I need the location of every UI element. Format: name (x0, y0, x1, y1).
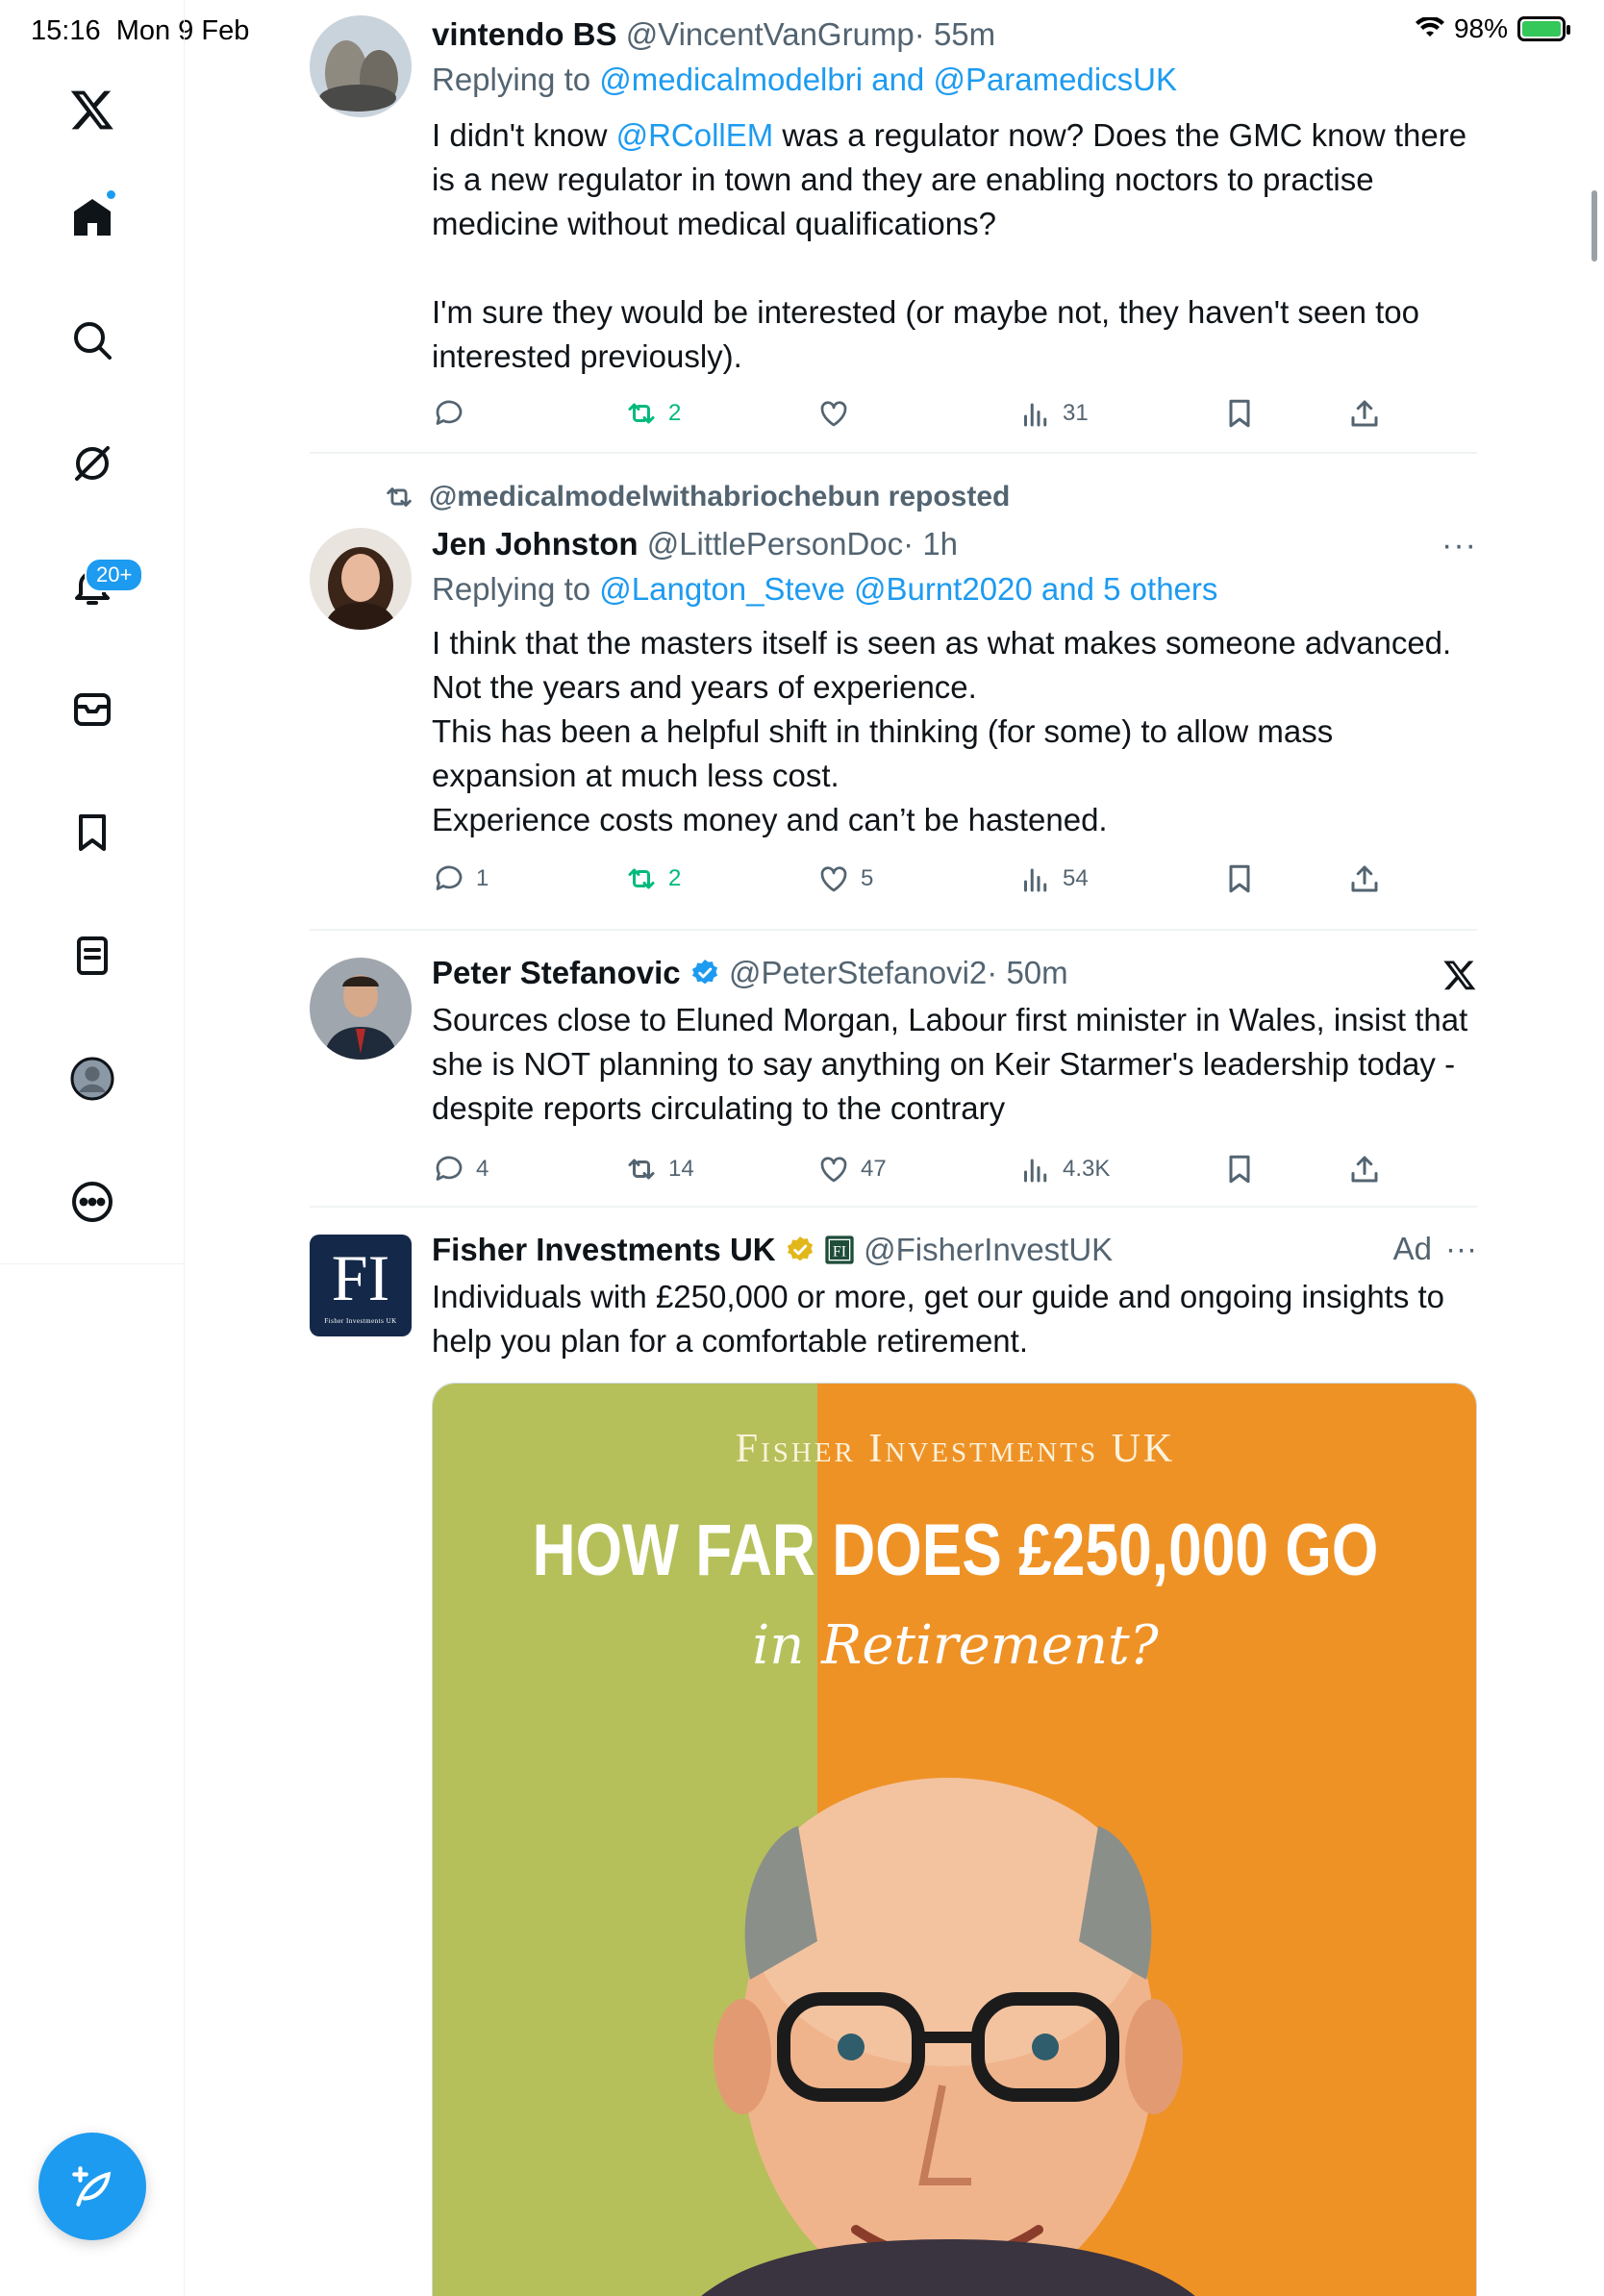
ad-banner-image[interactable] (432, 1383, 1477, 2296)
reply-prefix: Replying to (432, 62, 591, 97)
bookmark-button[interactable] (1222, 861, 1257, 896)
tweet-text: Individuals with £250,000 or more, get our guide and ongoing insights to help you plan for a comfortable retirement. (432, 1279, 1445, 1359)
reply-count: 1 (476, 865, 489, 891)
display-name[interactable]: Peter Stefanovic (432, 955, 681, 990)
reply-count: 4 (476, 1156, 489, 1182)
reply-button[interactable] (432, 1152, 489, 1186)
like-count: 47 (861, 1156, 887, 1182)
ad-label: Ad (1392, 1231, 1433, 1266)
reply-icon (432, 861, 466, 896)
share-icon (1347, 861, 1382, 896)
repost-icon (383, 481, 415, 513)
repost-count: 2 (668, 400, 682, 426)
handle[interactable]: @LittlePersonDoc (646, 526, 904, 562)
reply-icon (432, 1152, 466, 1186)
share-button[interactable] (1347, 861, 1382, 896)
reply-prefix: Replying to (432, 571, 591, 607)
timestamp[interactable]: · 55m (914, 16, 996, 52)
display-name[interactable]: vintendo BS (432, 16, 617, 52)
views-button[interactable] (1018, 861, 1089, 896)
tweet-divider (310, 929, 1477, 931)
handle[interactable]: @FisherInvestUK (864, 1232, 1114, 1267)
bookmark-button[interactable] (1222, 1152, 1257, 1186)
gold-verified-badge-icon (785, 1235, 815, 1265)
more-menu-icon[interactable]: ··· (1445, 1231, 1477, 1266)
status-time: 15:16 Mon 9 Feb (31, 15, 250, 46)
tweet-actions (432, 396, 1477, 438)
sidebar-divider (0, 1263, 185, 1264)
tweet-text: I think that the masters itself is seen as what makes someone advanced. Not the years and years of experience. This has been a helpful shift in thinking (for some) to allow mass expansion at much less cost. Experience costs money and can’t be hastened. (432, 625, 1452, 837)
share-icon (1347, 396, 1382, 431)
repost-button[interactable] (624, 861, 681, 896)
like-button[interactable] (816, 1152, 887, 1186)
affiliate-logo-icon (824, 1235, 855, 1265)
share-button[interactable] (1347, 1152, 1382, 1186)
repost-icon (624, 396, 659, 431)
mention-link[interactable]: @RCollEM (615, 117, 774, 153)
like-count: 5 (861, 865, 874, 891)
home-unread-dot (105, 188, 117, 201)
tweet-vintendo[interactable] (310, 13, 1477, 446)
tweet-header (432, 523, 1477, 565)
tweet-header (432, 952, 1477, 994)
compose-post-button[interactable] (38, 2133, 146, 2240)
handle[interactable]: @VincentVanGrump (625, 16, 915, 52)
avatar[interactable] (310, 958, 412, 1060)
notifications-badge: 20+ (85, 558, 143, 592)
compose-feather-icon (68, 2162, 116, 2210)
more-menu-icon[interactable]: ··· (1441, 527, 1477, 563)
reply-context (432, 565, 1477, 613)
views-count: 31 (1063, 400, 1089, 426)
tweet-divider (310, 1206, 1477, 1208)
timestamp[interactable]: · 50m (987, 955, 1068, 990)
repost-button[interactable] (624, 396, 681, 431)
tweet-actions (432, 1152, 1477, 1194)
scrollbar-thumb[interactable] (1591, 190, 1597, 262)
tweet-peter-stefanovic[interactable] (310, 952, 1477, 1192)
timestamp[interactable]: · 1h (903, 526, 959, 562)
grok-icon[interactable] (62, 433, 123, 494)
reply-button[interactable] (432, 861, 489, 896)
tweet-actions (432, 861, 1477, 904)
bookmark-icon (1222, 1152, 1257, 1186)
svg-text:FI: FI (832, 1243, 847, 1260)
more-options-icon[interactable] (62, 1171, 123, 1233)
repost-icon (624, 1152, 659, 1186)
battery-icon (1517, 16, 1566, 41)
reply-button[interactable] (432, 396, 466, 431)
display-name[interactable]: Fisher Investments UK (432, 1232, 776, 1267)
lists-icon[interactable] (62, 925, 123, 986)
handle[interactable]: @PeterStefanovi2 (728, 955, 988, 990)
tweet-text: I didn't know @RCollEM was a regulator now? Does the GMC know there is a new regulator in town and they are enabling noctors to practise medicine without medical qualifications? I'm sure they would be interested (or maybe not, they haven't seen too interested previously). (432, 117, 1467, 374)
avatar[interactable] (310, 528, 412, 630)
views-count: 4.3K (1063, 1156, 1111, 1182)
repost-icon (624, 861, 659, 896)
views-bar-icon (1018, 1152, 1053, 1186)
fisher-logo-avatar[interactable]: FI Fisher Investments UK (310, 1235, 412, 1336)
tweet-ad-fisher-investments[interactable] (310, 1229, 1477, 2296)
home-icon[interactable] (62, 187, 123, 248)
like-button[interactable] (816, 861, 873, 896)
tweet-text: Sources close to Eluned Morgan, Labour first minister in Wales, insist that she is NOT planning to say anything on Keir Starmer's leadership today - despite reports circulating to the contrary (432, 1002, 1468, 1126)
bookmark-icon (1222, 396, 1257, 431)
profile-icon[interactable] (62, 1048, 123, 1110)
bookmark-icon (1222, 861, 1257, 896)
views-button[interactable] (1018, 1152, 1110, 1186)
battery-percent: 98% (1453, 13, 1508, 43)
display-name[interactable]: Jen Johnston (432, 526, 639, 562)
heart-icon (816, 861, 851, 896)
reply-icon (432, 396, 466, 431)
repost-context[interactable]: @medicalmodelwithabriochebun reposted (383, 481, 1010, 513)
repost-count: 2 (668, 865, 682, 891)
tweet-header (432, 1229, 1477, 1271)
tweet-header (432, 13, 1477, 56)
heart-icon (816, 396, 851, 431)
repost-count: 14 (668, 1156, 694, 1182)
heart-icon (816, 1152, 851, 1186)
ad-banner-script: in Retirement? (752, 1614, 1159, 1677)
ad-banner-brand: Fisher Investments UK (735, 1427, 1176, 1471)
x-logo-icon[interactable] (62, 79, 123, 140)
share-button[interactable] (1347, 396, 1382, 431)
views-count: 54 (1063, 865, 1089, 891)
ad-banner-headline: HOW FAR DOES £250,000 GO (532, 1510, 1379, 1591)
share-icon (1347, 1152, 1382, 1186)
tweet-jen-johnston[interactable] (310, 477, 1477, 910)
tweet-divider (310, 452, 1477, 454)
reply-targets-link[interactable]: @medicalmodelbri and @ParamedicsUK (599, 62, 1178, 97)
reply-context (432, 56, 1477, 104)
messages-icon[interactable] (62, 679, 123, 740)
bookmark-button[interactable] (1222, 396, 1257, 431)
search-icon[interactable] (62, 310, 123, 371)
repost-button[interactable] (624, 1152, 694, 1186)
verified-badge-icon (689, 958, 720, 988)
sidebar-nav (0, 0, 185, 2296)
bookmarks-icon[interactable] (62, 802, 123, 863)
views-bar-icon (1018, 396, 1053, 431)
avatar[interactable] (310, 15, 412, 117)
like-button[interactable] (816, 396, 851, 431)
reply-targets-link[interactable]: @Langton_Steve @Burnt2020 and 5 others (599, 571, 1218, 607)
views-bar-icon (1018, 861, 1053, 896)
views-button[interactable] (1018, 396, 1089, 431)
